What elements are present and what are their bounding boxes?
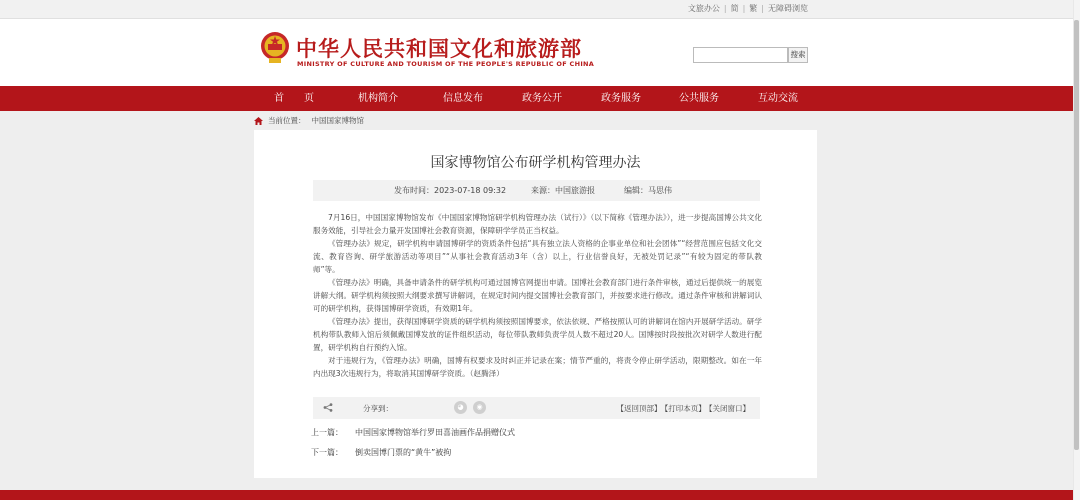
next-label: 下一篇： xyxy=(311,448,343,457)
article-paragraph: 《管理办法》规定，研学机构申请国博研学的资质条件包括“具有独立法人资格的企事业单位和社会团体”“经营范围应包括文化交流、教育咨询、研学旅游活动等项目”“从事社会教育活动3年（含）以上，行业信誉良好，无被处罚记录”“有较为固定的带队教师”等。 xyxy=(313,239,762,274)
article-paragraph: 7月16日，中国国家博物馆发布《中国国家博物馆研学机构管理办法（试行）》（以下简称《管理办法》），进一步提高国博公共文化服务效能，引导社会力量开发国博社会教育资源，保障研学学员正当权益。 xyxy=(313,213,762,235)
nav-item-public-services[interactable]: 公共服务 xyxy=(679,93,719,104)
wechat-icon[interactable]: ◕ xyxy=(454,401,467,414)
article-source: 来源：中国旅游报 xyxy=(531,186,595,195)
share-label: 分享到： xyxy=(363,404,393,413)
simplified-link[interactable]: 简 xyxy=(730,4,739,13)
share-bar xyxy=(313,397,760,419)
nav-item-gov-affairs[interactable]: 政务公开 xyxy=(522,93,562,104)
prev-article-link[interactable]: 中国国家博物馆举行罗田喜油画作品捐赠仪式 xyxy=(355,428,515,437)
article-panel xyxy=(254,130,817,478)
next-article xyxy=(311,447,451,458)
utility-links: 文旅办公 | 简 | 繁 | 无障碍浏览 xyxy=(687,4,808,13)
article-paragraph: 《管理办法》明确，具备申请条件的研学机构可通过国博官网提出申请。国博社会教育部门进行条件审核，通过后提供统一的展览讲解大纲。研学机构须按照大纲要求撰写讲解词，在规定时间内提交国博社会教育部门，并按要求进行修改。通过条件审核和讲解词认可的研学机构，获得国博研学资质，有效期1年。 xyxy=(313,278,762,313)
article-title: 国家博物馆公布研学机构管理办法 xyxy=(430,155,641,171)
nav-item-home[interactable]: 首 页 xyxy=(274,93,314,104)
main-nav xyxy=(0,86,1080,111)
accessibility-link[interactable]: 无障碍浏览 xyxy=(768,4,808,13)
prev-article xyxy=(311,427,515,438)
weibo-icon[interactable]: ◉ xyxy=(473,401,486,414)
nav-item-news[interactable]: 信息发布 xyxy=(443,93,483,104)
site-subtitle: MINISTRY OF CULTURE AND TOURISM OF THE PEOPLE'S REPUBLIC OF CHINA xyxy=(297,60,595,68)
article-body xyxy=(313,211,762,380)
nav-item-interaction[interactable]: 互动交流 xyxy=(758,93,798,104)
breadcrumb-label: 当前位置： xyxy=(268,116,306,125)
article-paragraph: 《管理办法》提出，获得国博研学资质的研学机构须按照国博要求，依法依规、严格按照认可的讲解词在馆内开展研学活动。研学机构带队教师入馆后须佩戴国博发放的证件组织活动，每位带队教师负责学员人数不超过20人。国博按时段按批次对研学人数进行配置，研学机构自行预约入馆。 xyxy=(313,317,762,352)
site-title[interactable]: 中华人民共和国文化和旅游部 xyxy=(296,37,582,61)
office-link[interactable]: 文旅办公 xyxy=(687,4,720,13)
close-window-link[interactable]: 【关闭窗口】 xyxy=(708,404,750,413)
home-icon[interactable] xyxy=(254,117,263,125)
nav-item-about[interactable]: 机构简介 xyxy=(358,93,398,104)
prev-label: 上一篇： xyxy=(311,428,343,437)
article-meta xyxy=(313,180,760,201)
next-article-link[interactable]: 倒卖国博门票的“黄牛”被拘 xyxy=(355,448,452,457)
footer-strip xyxy=(0,490,1080,500)
breadcrumb xyxy=(254,115,364,126)
search-button[interactable]: 搜索 xyxy=(788,47,808,63)
nav-item-gov-services[interactable]: 政务服务 xyxy=(601,93,641,104)
share-icon[interactable] xyxy=(323,403,333,412)
article-paragraph: 对于违规行为，《管理办法》明确，国博有权要求及时纠正并记录在案；情节严重的，将责令停止研学活动，限期整改。如在一年内出现3次违规行为，将取消其国博研学资质。（赵腾泽） xyxy=(313,356,762,378)
print-page-link[interactable]: 【打印本页】 xyxy=(664,404,706,413)
back-to-top-link[interactable]: 【返回顶部】 xyxy=(616,404,662,413)
traditional-link[interactable]: 繁 xyxy=(749,4,758,13)
page-actions xyxy=(614,403,751,414)
site-header xyxy=(0,19,1080,86)
publish-time: 发布时间：2023-07-18 09:32 xyxy=(394,186,507,195)
scrollbar-thumb[interactable] xyxy=(1074,20,1079,450)
article-editor: 编辑：马思伟 xyxy=(624,186,672,195)
national-emblem-icon xyxy=(259,31,291,65)
breadcrumb-current[interactable]: 中国国家博物馆 xyxy=(311,116,364,125)
search-input[interactable] xyxy=(693,47,788,63)
top-utility-bar xyxy=(0,0,1080,19)
